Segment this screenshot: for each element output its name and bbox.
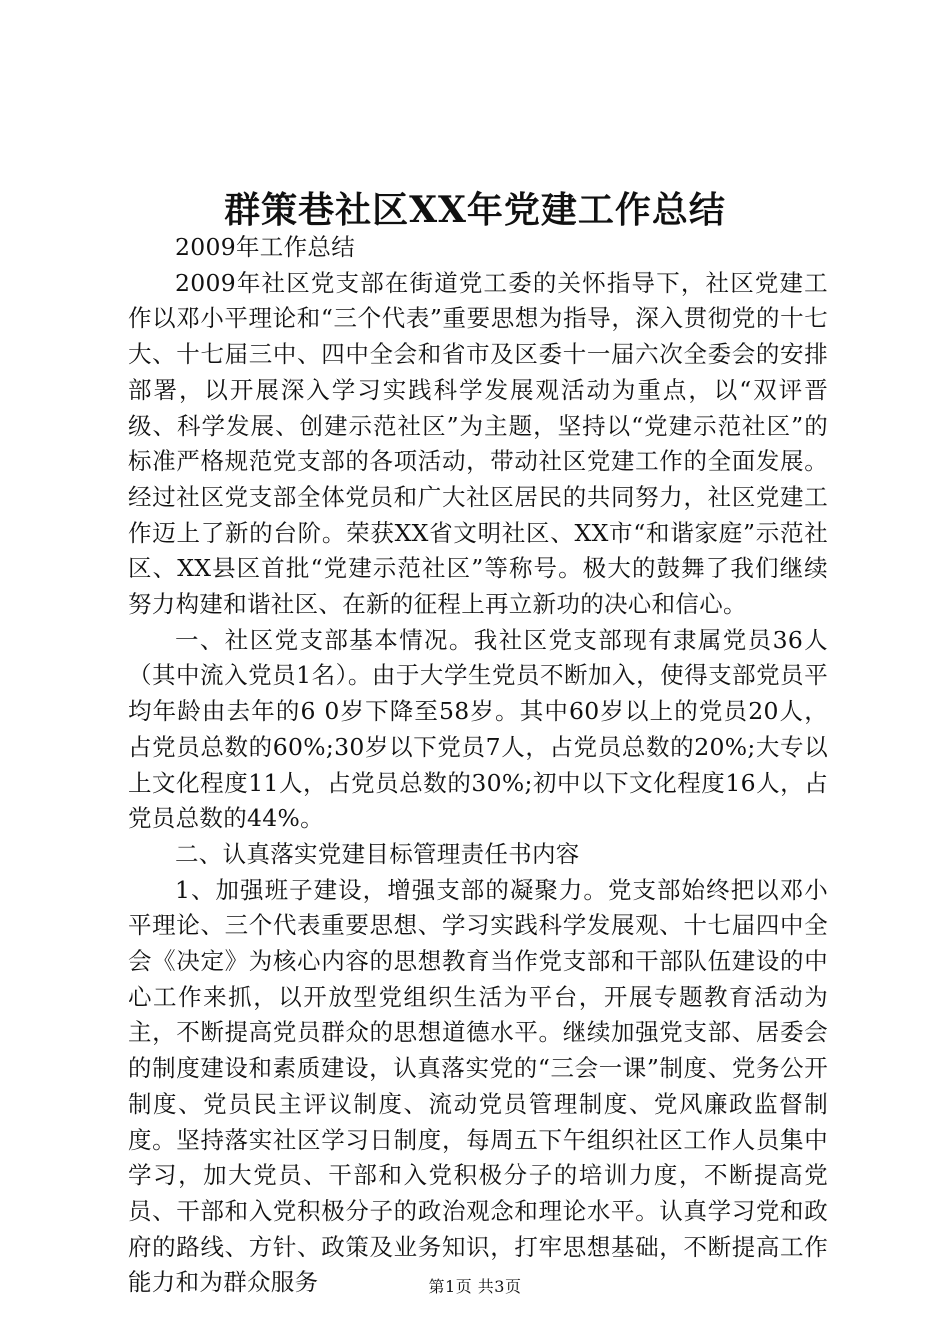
document-title: 群策巷社区XX年党建工作总结 — [224, 189, 726, 231]
paragraph-team-building: 1、加强班子建设，增强支部的凝聚力。党支部始终把以邓小平理论、三个代表重要思想、学习实践科学发展观、十七届四中全会《决定》为核心内容的思想教育当作党支部和干部队伍建设的中心工作来抓，以开放型党组织生活为平台，开展专题教育活动为主，不断提高党员群众的思想道德水平。继续加强党支部、居委会的制度建设和素质建设，认真落实党的“三会一课”制度、党务公开制度、党员民主评议制度、流动党员管理制度、党风廉政监督制度。坚持落实社区学习日制度，每周五下午组织社区工作人员集中学习，加大党员、干部和入党积极分子的培训力度，不断提高党员、干部和入党积极分子的政治观念和理论水平。认真学习党和政府的路线、方针、政策及业务知识，打牢思想基础，不断提高工作能力和为群众服务 — [128, 875, 828, 1297]
section-heading: 2009年工作总结 — [175, 233, 356, 261]
document-body — [128, 230, 828, 1301]
paragraph-intro: 2009年社区党支部在街道党工委的关怀指导下，社区党建工作以邓小平理论和“三个代表”重要思想为指导，深入贯彻党的十七大、十七届三中、四中全会和省市及区委十一届六次全委会的安排部署，以开展深入学习实践科学发展观活动为重点，以“双评晋级、科学发展、创建示范社区”为主题，坚持以“党建示范社区”的标准严格规范党支部的各项活动，带动社区党建工作的全面发展。经过社区党支部全体党员和广大社区居民的共同努力，社区党建工作迈上了新的台阶。荣获XX省文明社区、XX市“和谐家庭”示范社区、XX县区首批“党建示范社区”等称号。极大的鼓舞了我们继续努力构建和谐社区、在新的征程上再立新功的决心和信心。 — [128, 268, 828, 619]
page-footer: 第1页 共3页 — [428, 1277, 522, 1296]
section-heading: 二、认真落实党建目标管理责任书内容 — [175, 839, 580, 868]
paragraph-basic-info: 一、社区党支部基本情况。我社区党支部现有隶属党员36人（其中流入党员1名）。由于大学生党员不断加入，使得支部党员平均年龄由去年的6 0岁下降至58岁。其中60岁以上的党员20人，占党员总数的60%;30岁以下党员7人，占党员总数的20%;大专以上文化程度11人，占党员总数的30%;初中以下文化程度16人，占党员总数的44%。 — [128, 625, 828, 833]
